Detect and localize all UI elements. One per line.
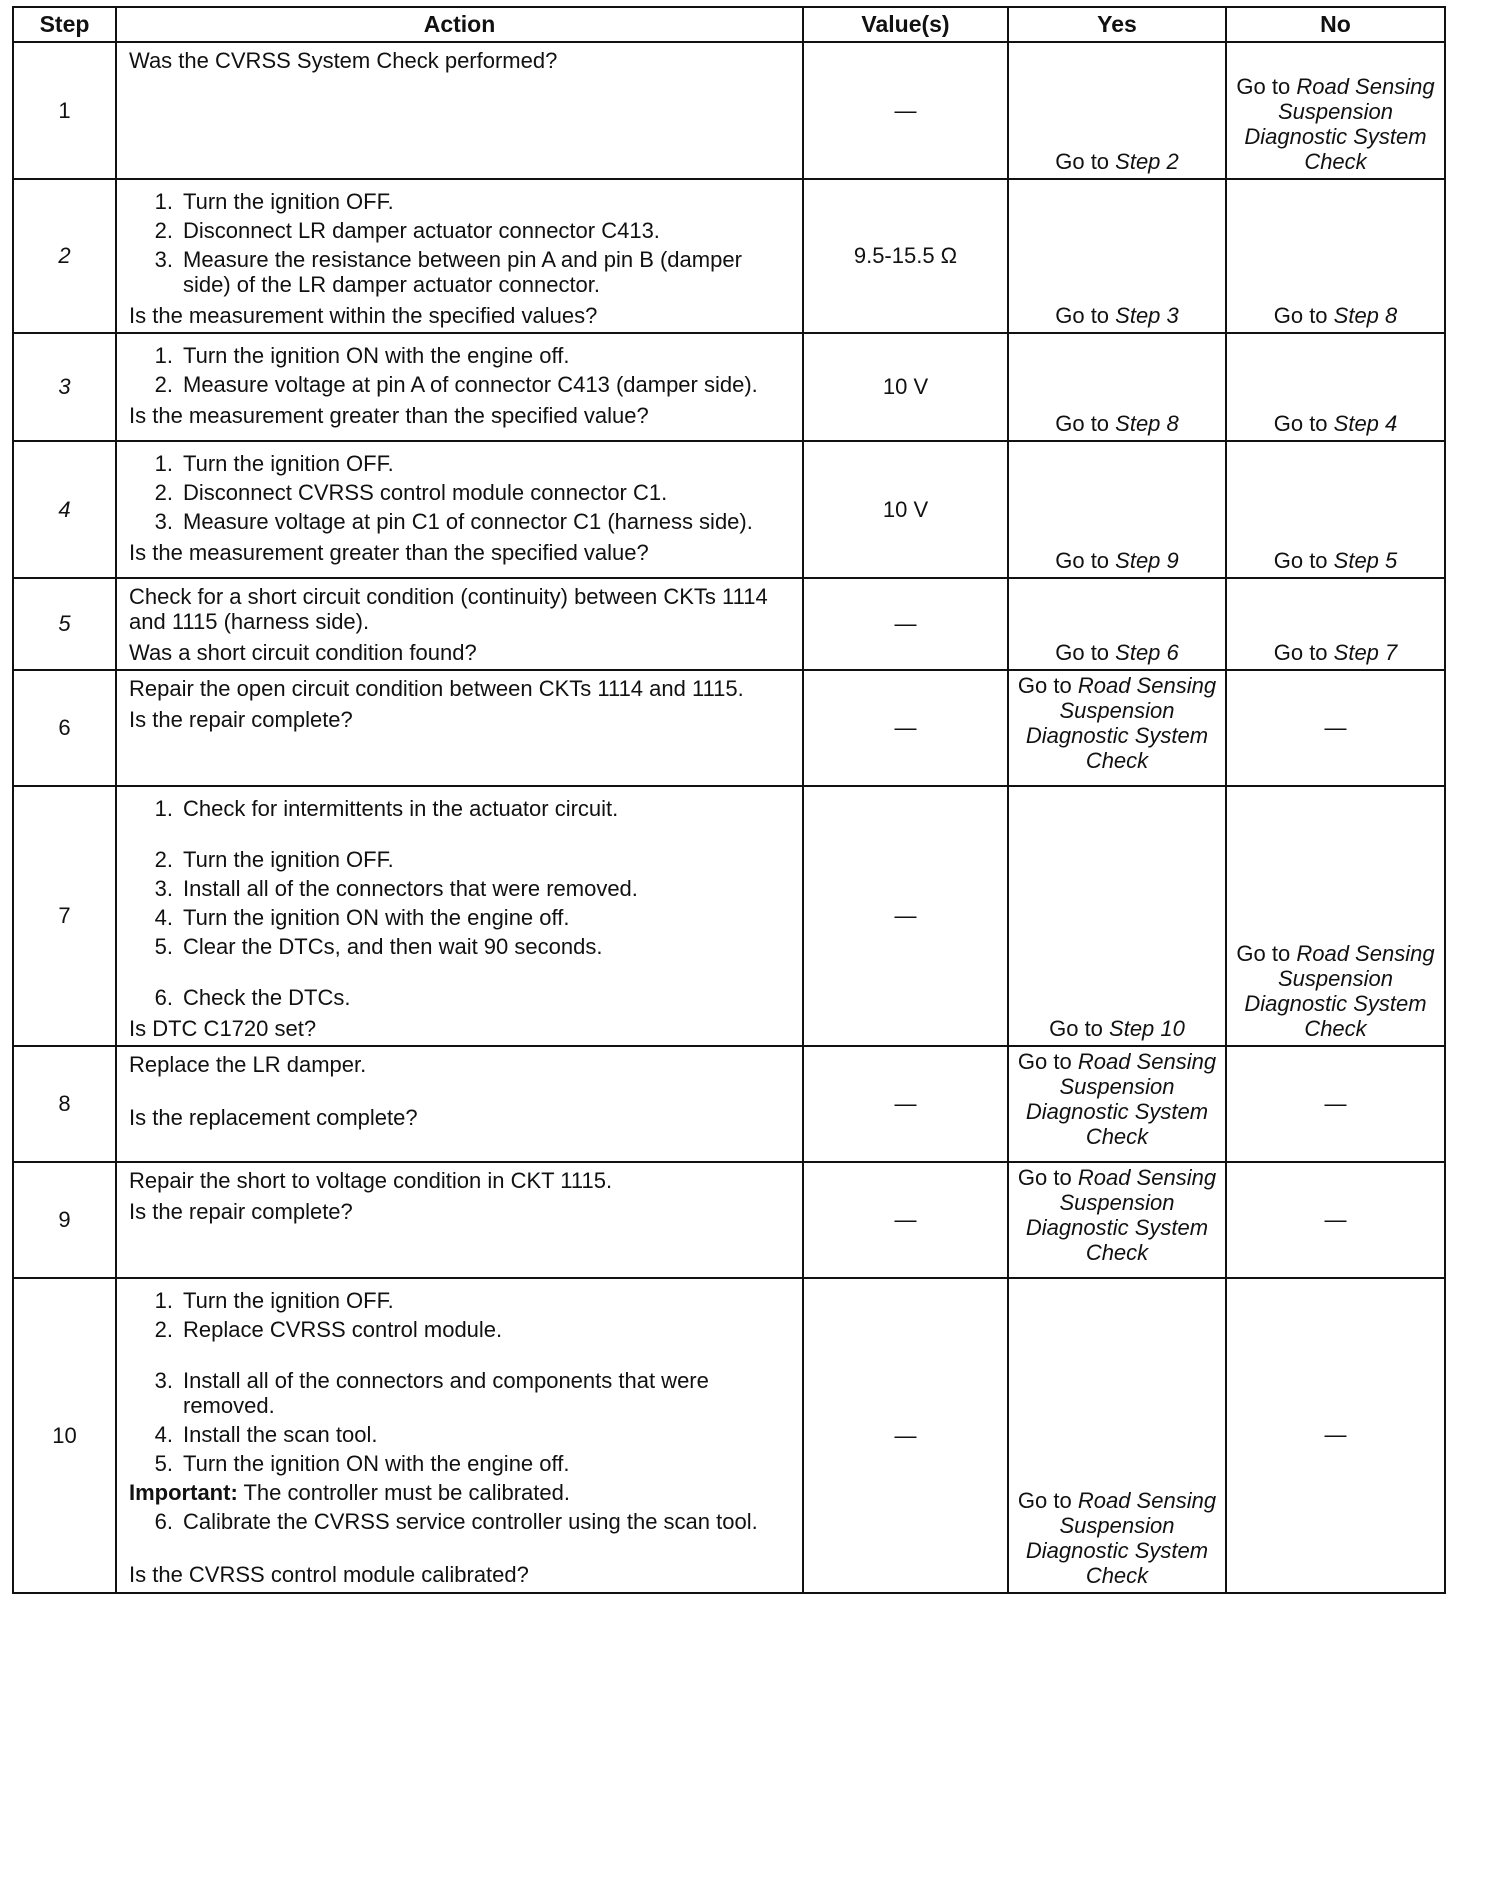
yes-link[interactable]: Step 3 — [1115, 303, 1179, 328]
list-number: 2. — [154, 372, 173, 397]
value-cell: — — [803, 670, 1008, 786]
list-text: Install all of the connectors and components that were removed. — [183, 1368, 709, 1418]
action-cell — [116, 1162, 803, 1278]
list-text: Turn the ignition OFF. — [183, 1288, 394, 1313]
list-item — [129, 1451, 794, 1476]
yes-goto-text: Go to — [1017, 1165, 1078, 1190]
list-number: 6. — [154, 1509, 173, 1534]
yes-cell — [1008, 1278, 1226, 1593]
no-cell — [1226, 441, 1445, 578]
table-row — [13, 786, 1445, 1046]
no-dash: — — [1324, 714, 1347, 740]
list-item — [129, 1422, 794, 1447]
list-number: 3. — [154, 247, 173, 272]
list-text: Measure voltage at pin A of connector C413 (damper side). — [183, 372, 758, 397]
list-text: Turn the ignition ON with the engine off. — [183, 343, 570, 368]
list-text: Calibrate the CVRSS service controller using the scan tool. — [183, 1509, 758, 1534]
no-goto-text: Go to — [1273, 411, 1334, 436]
list-text: Turn the ignition OFF. — [183, 189, 394, 214]
yes-goto-text: Go to — [1055, 548, 1116, 573]
yes-goto-text: Go to — [1017, 673, 1078, 698]
yes-cell — [1008, 1046, 1226, 1162]
list-text: Turn the ignition ON with the engine off. — [183, 905, 570, 930]
action-question: Is the CVRSS control module calibrated? — [129, 1562, 529, 1587]
list-text: Replace CVRSS control module. — [183, 1317, 503, 1342]
list-item — [129, 1509, 794, 1534]
action-cell — [116, 179, 803, 333]
header-yes: Yes — [1008, 7, 1226, 42]
action-cell — [116, 578, 803, 670]
list-number: 2. — [154, 218, 173, 243]
list-item — [129, 509, 794, 534]
spacer — [129, 1534, 794, 1556]
step-number: 10 — [13, 1278, 116, 1593]
list-text: Clear the DTCs, and then wait 90 seconds. — [183, 934, 603, 959]
list-number: 2. — [154, 1317, 173, 1342]
no-cell — [1226, 179, 1445, 333]
no-cell — [1226, 578, 1445, 670]
value-cell: 9.5-15.5 Ω — [803, 179, 1008, 333]
no-cell — [1226, 42, 1445, 179]
list-number: 2. — [154, 480, 173, 505]
yes-cell — [1008, 42, 1226, 179]
list-number: 4. — [154, 905, 173, 930]
list-number: 6. — [154, 985, 173, 1010]
list-item — [129, 934, 794, 959]
list-text: Install the scan tool. — [183, 1422, 378, 1447]
yes-goto-text: Go to — [1017, 1488, 1078, 1513]
action-text: Replace the LR damper. — [129, 1052, 367, 1077]
list-item — [129, 343, 794, 368]
list-number: 1. — [154, 451, 173, 476]
no-link[interactable]: Road Sensing Suspension Diagnostic System Check — [1244, 74, 1435, 174]
action-question: Was a short circuit condition found? — [129, 640, 477, 665]
step-number: 3 — [13, 333, 116, 441]
list-text: Install all of the connectors that were removed. — [183, 876, 638, 901]
value-cell: — — [803, 578, 1008, 670]
table-row — [13, 179, 1445, 333]
table-row — [13, 578, 1445, 670]
yes-link[interactable]: Step 2 — [1115, 149, 1179, 174]
list-text: Measure voltage at pin C1 of connector C1 (harness side). — [183, 509, 753, 534]
header-row — [13, 7, 1445, 42]
action-cell — [116, 441, 803, 578]
action-question: Is DTC C1720 set? — [129, 1016, 317, 1041]
no-goto-text: Go to — [1273, 303, 1334, 328]
yes-link[interactable]: Road Sensing Suspension Diagnostic System Check — [1025, 673, 1217, 773]
step-number: 6 — [13, 670, 116, 786]
table-row — [13, 441, 1445, 578]
yes-link[interactable]: Step 10 — [1109, 1016, 1185, 1041]
table-row — [13, 670, 1445, 786]
action-cell — [116, 786, 803, 1046]
value-cell: 10 V — [803, 333, 1008, 441]
list-text: Check for intermittents in the actuator circuit. — [183, 796, 619, 821]
action-cell — [116, 333, 803, 441]
yes-cell — [1008, 333, 1226, 441]
yes-cell — [1008, 578, 1226, 670]
yes-cell — [1008, 786, 1226, 1046]
yes-cell — [1008, 1162, 1226, 1278]
list-item — [129, 480, 794, 505]
action-question: Is the measurement greater than the specified value? — [129, 403, 649, 428]
list-item — [129, 1288, 794, 1313]
yes-link[interactable]: Road Sensing Suspension Diagnostic System Check — [1025, 1488, 1217, 1588]
yes-cell — [1008, 670, 1226, 786]
list-number: 2. — [154, 847, 173, 872]
step-number: 7 — [13, 786, 116, 1046]
list-item — [129, 1368, 794, 1418]
list-number: 5. — [154, 1451, 173, 1476]
yes-goto-text: Go to — [1049, 1016, 1110, 1041]
no-cell — [1226, 1046, 1445, 1162]
table-row — [13, 1278, 1445, 1593]
list-text: Disconnect LR damper actuator connector C413. — [183, 218, 660, 243]
yes-link[interactable]: Step 9 — [1115, 548, 1179, 573]
header-values: Value(s) — [803, 7, 1008, 42]
value-cell: — — [803, 42, 1008, 179]
no-cell — [1226, 333, 1445, 441]
important-note — [129, 1480, 794, 1505]
list-number: 3. — [154, 876, 173, 901]
action-question: Is the repair complete? — [129, 707, 353, 732]
list-item — [129, 985, 794, 1010]
no-cell — [1226, 670, 1445, 786]
yes-goto-text: Go to — [1055, 411, 1116, 436]
table-row — [13, 1162, 1445, 1278]
value-cell: 10 V — [803, 441, 1008, 578]
value-cell: — — [803, 786, 1008, 1046]
value-cell: — — [803, 1278, 1008, 1593]
list-item — [129, 189, 794, 214]
step-number: 5 — [13, 578, 116, 670]
yes-link[interactable]: Step 8 — [1115, 411, 1179, 436]
action-question: Is the replacement complete? — [129, 1105, 418, 1130]
list-text: Disconnect CVRSS control module connector C1. — [183, 480, 668, 505]
header-no: No — [1226, 7, 1445, 42]
action-cell — [116, 1046, 803, 1162]
list-text: Turn the ignition ON with the engine off. — [183, 1451, 570, 1476]
step-number: 2 — [13, 179, 116, 333]
no-link[interactable]: Step 5 — [1333, 548, 1398, 573]
value-cell: — — [803, 1046, 1008, 1162]
list-text: Turn the ignition OFF. — [183, 847, 394, 872]
action-text: Repair the short to voltage condition in CKT 1115. — [129, 1168, 613, 1193]
list-item — [129, 372, 794, 397]
list-item — [129, 218, 794, 243]
list-number: 1. — [154, 343, 173, 368]
step-number: 4 — [13, 441, 116, 578]
no-link[interactable]: Road Sensing Suspension Diagnostic System Check — [1244, 941, 1435, 1041]
no-goto-text: Go to — [1236, 74, 1297, 99]
action-question: Is the repair complete? — [129, 1199, 353, 1224]
spacer — [129, 1077, 794, 1099]
no-goto-text: Go to — [1273, 548, 1334, 573]
list-text: Measure the resistance between pin A and pin B (damper side) of the LR damper actuator connector. — [183, 247, 742, 297]
spacer — [129, 1342, 794, 1364]
diagnostic-table — [12, 6, 1446, 1594]
action-text: Repair the open circuit condition between CKTs 1114 and 1115. — [129, 676, 744, 701]
header-step: Step — [13, 7, 116, 42]
action-text: Check for a short circuit condition (continuity) between CKTs 1114 and 1115 (harness side). — [129, 584, 768, 634]
no-dash: — — [1324, 1206, 1347, 1232]
yes-link[interactable]: Road Sensing Suspension Diagnostic System Check — [1025, 1049, 1217, 1149]
yes-goto-text: Go to — [1055, 640, 1116, 665]
list-number: 1. — [154, 1288, 173, 1313]
header-action: Action — [116, 7, 803, 42]
list-text: Check the DTCs. — [183, 985, 351, 1010]
list-number: 3. — [154, 1368, 173, 1393]
table-row — [13, 42, 1445, 179]
list-item — [129, 876, 794, 901]
yes-cell — [1008, 179, 1226, 333]
list-number: 4. — [154, 1422, 173, 1447]
no-link[interactable]: Step 7 — [1333, 640, 1398, 665]
yes-link[interactable]: Step 6 — [1115, 640, 1179, 665]
action-text: Was the CVRSS System Check performed? — [129, 48, 558, 73]
list-number: 5. — [154, 934, 173, 959]
table-row — [13, 1046, 1445, 1162]
no-dash: — — [1324, 1090, 1347, 1116]
step-number: 8 — [13, 1046, 116, 1162]
table-row — [13, 333, 1445, 441]
list-number: 1. — [154, 189, 173, 214]
no-goto-text: Go to — [1273, 640, 1334, 665]
no-goto-text: Go to — [1236, 941, 1297, 966]
important-text: The controller must be calibrated. — [237, 1480, 570, 1505]
spacer — [129, 959, 794, 981]
list-text: Turn the ignition OFF. — [183, 451, 394, 476]
list-item — [129, 247, 794, 297]
important-label: Important: — [129, 1480, 238, 1505]
list-item — [129, 847, 794, 872]
action-cell — [116, 1278, 803, 1593]
list-item — [129, 905, 794, 930]
step-number: 9 — [13, 1162, 116, 1278]
no-cell — [1226, 1278, 1445, 1593]
action-question: Is the measurement greater than the specified value? — [129, 540, 649, 565]
yes-goto-text: Go to — [1055, 303, 1116, 328]
list-number: 3. — [154, 509, 173, 534]
no-cell — [1226, 786, 1445, 1046]
no-dash: — — [1324, 1422, 1347, 1447]
action-cell — [116, 670, 803, 786]
action-question: Is the measurement within the specified values? — [129, 303, 598, 328]
value-cell: — — [803, 1162, 1008, 1278]
no-cell — [1226, 1162, 1445, 1278]
yes-goto-text: Go to — [1017, 1049, 1078, 1074]
yes-cell — [1008, 441, 1226, 578]
step-number: 1 — [13, 42, 116, 179]
list-item — [129, 451, 794, 476]
no-link[interactable]: Step 8 — [1333, 303, 1398, 328]
no-link[interactable]: Step 4 — [1333, 411, 1398, 436]
action-cell — [116, 42, 803, 179]
yes-goto-text: Go to — [1055, 149, 1116, 174]
spacer — [129, 821, 794, 843]
list-number: 1. — [154, 796, 173, 821]
list-item — [129, 1317, 794, 1342]
yes-link[interactable]: Road Sensing Suspension Diagnostic System Check — [1025, 1165, 1217, 1265]
list-item — [129, 796, 794, 821]
